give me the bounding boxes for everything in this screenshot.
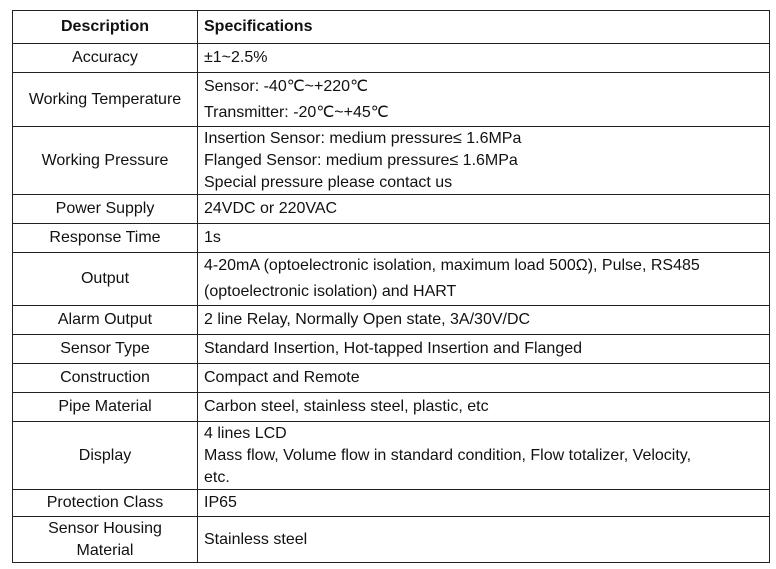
row-spec xyxy=(198,44,770,73)
row-spec xyxy=(198,364,770,393)
row-description: Display xyxy=(13,422,198,490)
row-spec xyxy=(198,335,770,364)
table-row xyxy=(13,364,770,393)
table-row xyxy=(13,306,770,335)
spec-line: ±1~2.5% xyxy=(204,49,268,66)
table-header-row xyxy=(13,11,770,44)
row-description: Working Pressure xyxy=(13,127,198,195)
row-spec xyxy=(198,224,770,253)
specifications-table xyxy=(12,10,770,563)
table-row xyxy=(13,44,770,73)
row-spec xyxy=(198,490,770,517)
header-specifications: Specifications xyxy=(198,11,770,44)
row-spec xyxy=(198,195,770,224)
spec-line: Carbon steel, stainless steel, plastic, etc xyxy=(204,398,489,415)
description-line: Sensor Housing xyxy=(48,519,162,537)
spec-line: IP65 xyxy=(204,494,237,511)
header-description: Description xyxy=(13,11,198,44)
table-row xyxy=(13,127,770,195)
spec-line: Standard Insertion, Hot-tapped Insertion and Flanged xyxy=(204,340,583,357)
row-spec xyxy=(198,253,770,306)
row-description: Construction xyxy=(13,364,198,393)
row-description: Response Time xyxy=(13,224,198,253)
row-spec xyxy=(198,517,770,563)
table-row xyxy=(13,195,770,224)
row-description: Output xyxy=(13,253,198,306)
spec-line: Compact and Remote xyxy=(204,369,360,386)
table-row xyxy=(13,73,770,127)
spec-line: Insertion Sensor: medium pressure≤ 1.6MPa xyxy=(204,129,522,147)
row-description: Power Supply xyxy=(13,195,198,224)
table-row xyxy=(13,335,770,364)
spec-line: 4-20mA (optoelectronic isolation, maximum load 500Ω), Pulse, RS485 xyxy=(204,257,700,274)
row-spec xyxy=(198,393,770,422)
table-row xyxy=(13,224,770,253)
spec-line: 4 lines LCD xyxy=(204,424,287,442)
table-row xyxy=(13,490,770,517)
spec-line: Sensor: -40℃~+220℃ xyxy=(204,77,369,95)
spec-line: (optoelectronic isolation) and HART xyxy=(204,283,457,300)
row-description: Pipe Material xyxy=(13,393,198,422)
spec-line: Special pressure please contact us xyxy=(204,173,453,191)
spec-line: Flanged Sensor: medium pressure≤ 1.6MPa xyxy=(204,151,518,169)
row-spec xyxy=(198,306,770,335)
spec-line: etc. xyxy=(204,468,230,486)
spec-line: Mass flow, Volume flow in standard condition, Flow totalizer, Velocity, xyxy=(204,446,692,464)
spec-line: 2 line Relay, Normally Open state, 3A/30V/DC xyxy=(204,311,531,328)
description-line: Material xyxy=(76,541,134,559)
table-row xyxy=(13,517,770,563)
table-row xyxy=(13,253,770,306)
row-description xyxy=(13,517,198,563)
table-row xyxy=(13,393,770,422)
row-spec xyxy=(198,422,770,490)
row-description: Accuracy xyxy=(13,44,198,73)
row-description: Working Temperature xyxy=(13,73,198,127)
spec-line: Stainless steel xyxy=(204,530,308,548)
table-row xyxy=(13,422,770,490)
row-description: Protection Class xyxy=(13,490,198,517)
row-description: Alarm Output xyxy=(13,306,198,335)
row-spec xyxy=(198,127,770,195)
row-spec xyxy=(198,73,770,127)
spec-line: 1s xyxy=(204,229,221,246)
row-description: Sensor Type xyxy=(13,335,198,364)
spec-line: 24VDC or 220VAC xyxy=(204,200,338,217)
spec-line: Transmitter: -20℃~+45℃ xyxy=(204,103,389,121)
